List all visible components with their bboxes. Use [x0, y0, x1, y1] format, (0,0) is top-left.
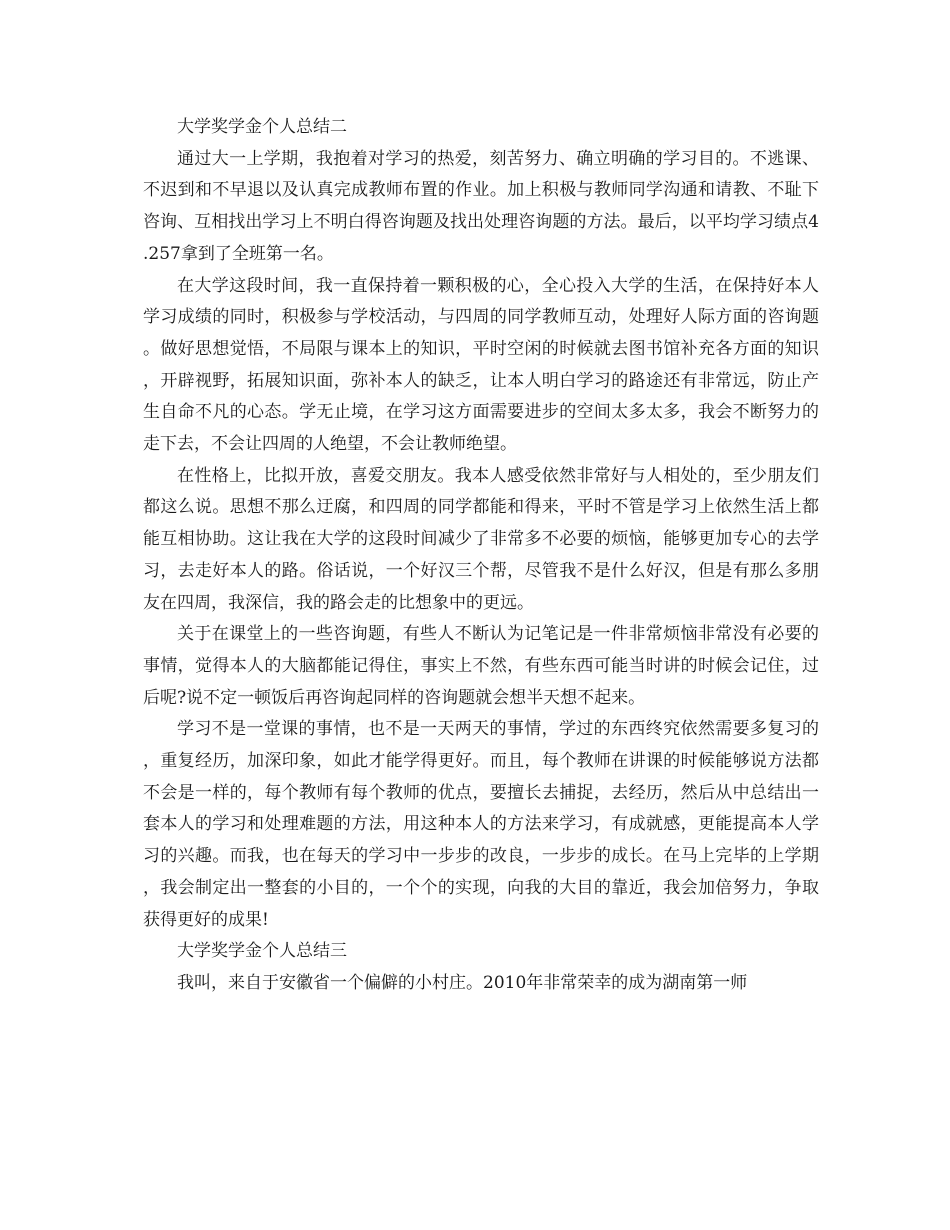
paragraph: 在大学这段时间，我一直保持着一颗积极的心，全心投入大学的生活，在保持好本人学习成绩的同时，积极参与学校活动，与四周的同学教师互动，处理好人际方面的咨询题。做好思想觉悟，不局限与课本上的知识，平时空闲的时候就去图书馆补充各方面的知识，开辟视野，拓展知识面，弥补本人的缺乏，让本人明白学习的路途还有非常远，防止产生自命不凡的心态。学无止境，在学习这方面需要进步的空间太多太多，我会不断努力的走下去，不会让四周的人绝望，不会让教师绝望。: [143, 275, 819, 455]
paragraph: 关于在课堂上的一些咨询题，有些人不断认为记笔记是一件非常烦恼非常没有必要的事情，觉得本人的大脑都能记得住，事实上不然，有些东西可能当时讲的时候会记住，过后呢?说不定一顿饭后再咨询起同样的咨询题就会想半天想不起来。: [143, 624, 819, 708]
document-body: [143, 112, 819, 1000]
paragraph: 在性格上，比拟开放，喜爱交朋友。我本人感受依然非常好与人相处的，至少朋友们都这么说。思想不那么迂腐，和四周的同学都能和得来，平时不管是学习上依然生活上都能互相协助。这让我在大学的这段时间减少了非常多不必要的烦恼，能够更加专心的去学习，去走好本人的路。俗话说，一个好汉三个帮，尽管我不是什么好汉，但是有那么多朋友在四周，我深信，我的路会走的比想象中的更远。: [143, 465, 819, 613]
section-heading: 大学奖学金个人总结三: [177, 941, 347, 962]
paragraph: 学习不是一堂课的事情，也不是一天两天的事情，学过的东西终究依然需要多复习的，重复经历，加深印象，如此才能学得更好。而且，每个教师在讲课的时候能够说方法都不会是一样的，每个教师有每个教师的优点，要擅长去捕捉，去经历，然后从中总结出一套本人的学习和处理难题的方法，用这种本人的方法来学习，有成就感，更能提高本人学习的兴趣。而我，也在每天的学习中一步步的改良，一步步的成长。在马上完毕的上学期，我会制定出一整套的小目的，一个个的实现，向我的大目的靠近，我会加倍努力，争取获得更好的成果!: [143, 719, 819, 930]
section-heading: 大学奖学金个人总结二: [177, 117, 347, 137]
paragraph: 通过大一上学期，我抱着对学习的热爱，刻苦努力、确立明确的学习目的。不逃课、不迟到和不早退以及认真完成教师布置的作业。加上积极与教师同学沟通和请教、不耻下咨询、互相找出学习上不明白得咨询题及找出处理咨询题的方法。最后，以平均学习绩点4.257拿到了全班第一名。: [143, 148, 819, 264]
paragraph: 我叫，来自于安徽省一个偏僻的小村庄。2010年非常荣幸的成为湖南第一师: [177, 972, 748, 993]
